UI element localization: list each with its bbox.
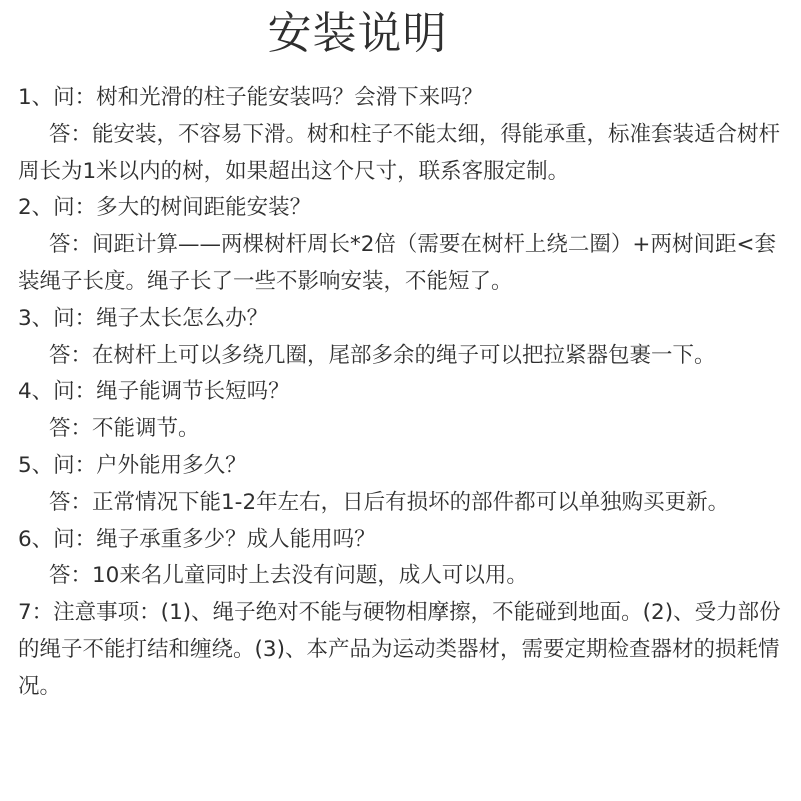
faq-question-2: 2、问：多大的树间距能安装？: [18, 195, 312, 221]
faq-answer-1: 答：能安装，不容易下滑。树和柱子不能太细，得能承重，标准套装适合树杆周长为1米以内的树，如果超出这个尺寸，联系客服定制。: [18, 121, 781, 184]
notice-text: 7：注意事项：(1)、绳子绝对不能与硬物相摩擦，不能碰到地面。(2)、受力部份的绳子不能打结和缠绕。(3)、本产品为运动类器材，需要定期检查器材的损耗情况。: [18, 600, 781, 699]
faq-content: [18, 80, 784, 706]
faq-question-6: 6、问：绳子承重多少？成人能用吗？: [18, 526, 376, 552]
faq-answer-4: 答：不能调节。: [49, 416, 200, 442]
faq-question-1: 1、问：树和光滑的柱子能安装吗？会滑下来吗？: [18, 85, 484, 110]
page-title: 安装说明: [267, 8, 448, 59]
faq-answer-3: 答：在树杆上可以多绕几圈，尾部多余的绳子可以把拉紧器包裹一下。: [49, 342, 716, 368]
faq-answer-6: 答：10来名儿童同时上去没有问题，成人可以用。: [49, 563, 528, 589]
faq-question-3: 3、问：绳子太长怎么办？: [18, 305, 269, 331]
faq-question-4: 4、问：绳子能调节长短吗？: [18, 379, 290, 405]
faq-answer-5: 答：正常情况下能1-2年左右，日后有损坏的部件都可以单独购买更新。: [49, 489, 730, 515]
faq-answer-2: 答：间距计算——两棵树杆周长*2倍（需要在树杆上绕二圈）+两树间距<套装绳子长度。绳子长了一些不影响安装，不能短了。: [18, 232, 776, 294]
faq-question-5: 5、问：户外能用多久？: [18, 452, 247, 478]
